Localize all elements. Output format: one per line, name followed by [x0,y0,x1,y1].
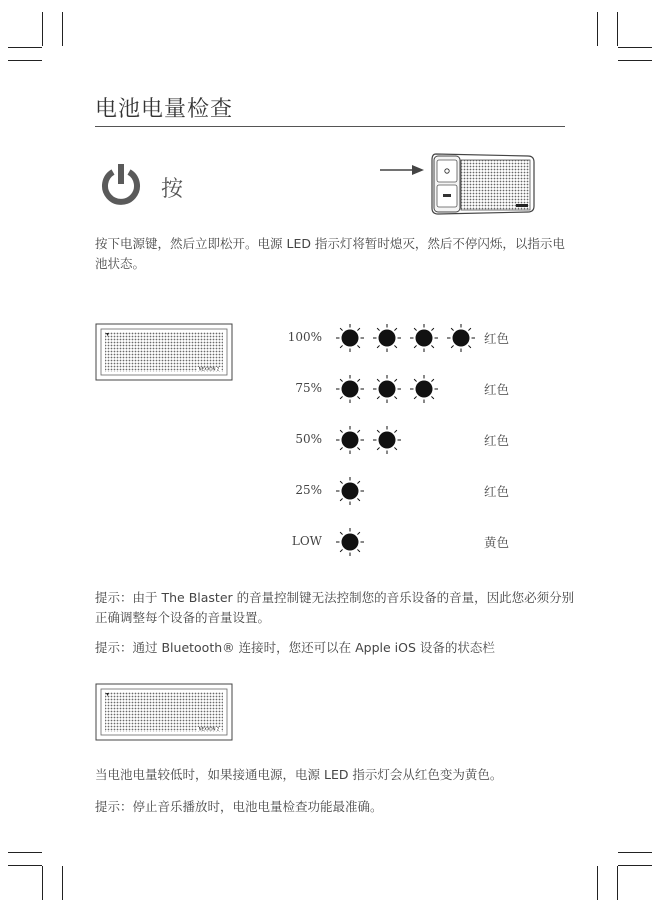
tip-accuracy: 提示：停止音乐播放时，电池电量检查功能最准确。 [95,799,383,814]
tip-bluetooth: 提示：通过 Bluetooth® 连接时，您还可以在 Apple iOS 设备的状态栏 [95,640,495,655]
crop-mark [8,852,42,853]
crop-mark [62,12,63,46]
speaker-brand-label: NEXXON 2 [198,726,220,732]
low-battery-paragraph: 当电池电量较低时，如果接通电源，电源 LED 指示灯会从红色变为黄色。 [95,767,503,782]
tip-volume: 提示：由于 The Blaster 的音量控制键无法控制您的音乐设备的音量，因此您必须分别正确调整每个设备的音量设置。 [95,590,575,625]
led-icon [373,324,401,352]
led-icon [336,528,364,556]
crop-mark [618,60,652,61]
speaker-brand-label: NEXXON 2 [198,366,220,372]
led-icon [336,426,364,454]
led-icon [447,324,475,352]
crop-mark [62,866,63,900]
battery-level-row [280,477,540,505]
battery-level-color: 红色 [484,331,510,346]
led-icon [410,324,438,352]
page-title: 电池电量检查 [95,97,234,122]
instruction-paragraph: 按下电源键，然后立即松开。电源 LED 指示灯将暂时熄灭，然后不停闪烁，以指示电池状态。 [95,236,565,271]
battery-level-percent: 75% [295,381,322,395]
title-rule [95,126,565,127]
crop-mark [8,47,42,48]
battery-level-color: 红色 [484,433,510,448]
led-icon [373,375,401,403]
led-icon [336,375,364,403]
battery-level-color: 红色 [484,484,510,499]
led-icon [373,426,401,454]
crop-mark [8,865,42,866]
battery-level-row [280,375,540,403]
crop-mark [617,12,618,46]
speaker-front-illustration [95,683,233,741]
crop-mark [618,865,652,866]
led-icon [336,477,364,505]
led-indicator-group [336,426,486,454]
led-icon [410,375,438,403]
led-indicator-group [336,375,486,403]
crop-mark [618,852,652,853]
led-indicator-group [336,324,486,352]
battery-level-row [280,528,540,556]
crop-mark [8,60,42,61]
battery-level-row [280,426,540,454]
led-indicator-group [336,528,486,556]
crop-mark [618,47,652,48]
speaker-illustration [430,150,536,218]
crop-mark [597,866,598,900]
crop-mark [42,866,43,900]
crop-mark [597,12,598,46]
power-icon [98,162,144,208]
press-label: 按 [161,177,184,202]
arrow-right-icon [380,162,424,178]
crop-mark [617,866,618,900]
led-indicator-group [336,477,486,505]
led-icon [336,324,364,352]
battery-level-percent: 100% [287,330,322,344]
battery-level-percent: LOW [291,534,322,548]
speaker-front-illustration [95,323,233,381]
battery-level-color: 黄色 [484,535,510,550]
battery-level-color: 红色 [484,382,510,397]
crop-mark [42,12,43,46]
battery-level-row [280,324,540,352]
battery-level-percent: 50% [295,432,322,446]
battery-level-percent: 25% [295,483,322,497]
